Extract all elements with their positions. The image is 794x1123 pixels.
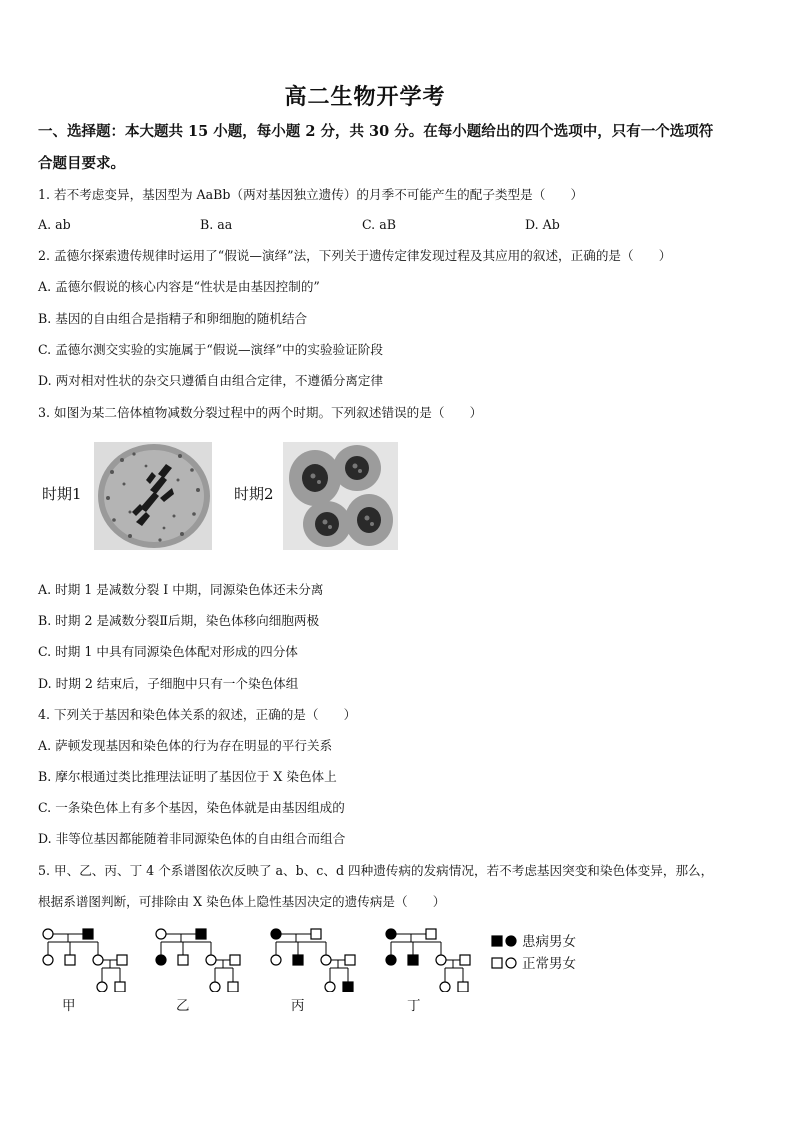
q1-option-c: C. aB [362, 217, 396, 232]
legend-normal-label: 正常男女 [522, 956, 576, 972]
q1-option-a: A. ab [38, 217, 71, 232]
q2-option-b: B. 基因的自由组合是指精子和卵细胞的随机结合 [38, 311, 308, 326]
q3-option-d: D. 时期 2 结束后，子细胞中只有一个染色体组 [38, 676, 299, 691]
question-2-stem: 2. 孟德尔探索遗传规律时运用了“假说—演绎”法，下列关于遗传定律发现过程及其应用的叙述，正确的是（ ） [38, 248, 672, 263]
pedigree-father [311, 929, 321, 939]
pedigree-father [196, 929, 206, 939]
pedigree-grandchild-2 [228, 982, 238, 992]
pedigree-spouse [230, 955, 240, 965]
section-heading-line1: 一、选择题：本大题共 15 小题，每小题 2 分，共 30 分。在每小题给出的四个选项中，只有一个选项符 [38, 123, 714, 140]
q3-option-b: B. 时期 2 是减数分裂Ⅱ后期，染色体移向细胞两极 [38, 613, 320, 628]
pedigree-child-3 [436, 955, 446, 965]
pedigree-mother [156, 929, 166, 939]
q4-option-b: B. 摩尔根通过类比推理法证明了基因位于 X 染色体上 [38, 769, 337, 784]
pedigree-3 [270, 922, 360, 992]
pedigree-spouse [460, 955, 470, 965]
question-3-stem: 3. 如图为某二倍体植物减数分裂过程中的两个时期。下列叙述错误的是（ ） [38, 405, 483, 420]
pedigree-grandchild-1 [210, 982, 220, 992]
section-heading-line2: 合题目要求。 [38, 155, 125, 172]
question-4-stem: 4. 下列关于基因和染色体关系的叙述，正确的是（ ） [38, 707, 357, 722]
legend-normal-female-icon [506, 958, 516, 968]
pedigree-grandchild-2 [458, 982, 468, 992]
q4-option-a: A. 萨顿发现基因和染色体的行为存在明显的平行关系 [38, 738, 333, 753]
q4-option-c: C. 一条染色体上有多个基因，染色体就是由基因组成的 [38, 800, 345, 815]
pedigree-child-1 [386, 955, 396, 965]
question-5-stem-line1: 5. 甲、乙、丙、丁 4 个系谱图依次反映了 a、b、c、d 四种遗传病的发病情况，若不考虑基因突变和染色体变异，那么， [38, 863, 714, 878]
pedigree-spouse [117, 955, 127, 965]
q2-option-a: A. 孟德尔假说的核心内容是“性状是由基因控制的” [38, 279, 320, 294]
q3-option-a: A. 时期 1 是减数分裂 I 中期，同源染色体还未分离 [38, 582, 324, 597]
pedigree-grandchild-2 [343, 982, 353, 992]
question-5-stem-line2: 根据系谱图判断，可排除由 X 染色体上隐性基因决定的遗传病是（ ） [38, 894, 446, 909]
pedigree-child-2 [178, 955, 188, 965]
q3-option-c: C. 时期 1 中具有同源染色体配对形成的四分体 [38, 644, 298, 659]
q1-option-b: B. aa [200, 217, 233, 232]
legend-normal-male-icon [492, 958, 502, 968]
page-title: 高二生物开学考 [284, 84, 446, 110]
meiosis-period-1-micrograph [94, 442, 212, 550]
q4-option-d: D. 非等位基因都能随着非同源染色体的自由组合而组合 [38, 831, 346, 846]
pedigree-label-2: 乙 [176, 998, 190, 1014]
pedigree-grandchild-1 [440, 982, 450, 992]
question-1-stem: 1. 若不考虑变异，基因型为 AaBb（两对基因独立遗传）的月季不可能产生的配子类型是（ ） [38, 187, 584, 202]
pedigree-father [83, 929, 93, 939]
legend-affected-female-icon [506, 936, 516, 946]
q1-option-d: D. Ab [525, 217, 560, 232]
pedigree-4 [385, 922, 475, 992]
legend-affected-male-icon [492, 936, 502, 946]
pedigree-label-4: 丁 [407, 998, 421, 1014]
meiosis-period-2-micrograph [283, 442, 398, 550]
period-1-label: 时期1 [42, 485, 82, 503]
q2-option-c: C. 孟德尔测交实验的实施属于“假说—演绎”中的实验验证阶段 [38, 342, 383, 357]
pedigree-grandchild-2 [115, 982, 125, 992]
pedigree-label-1: 甲 [62, 998, 76, 1014]
pedigree-child-2 [65, 955, 75, 965]
pedigree-mother [43, 929, 53, 939]
q2-option-d: D. 两对相对性状的杂交只遵循自由组合定律，不遵循分离定律 [38, 373, 384, 388]
pedigree-child-1 [271, 955, 281, 965]
pedigree-label-3: 丙 [291, 998, 305, 1014]
pedigree-mother [271, 929, 281, 939]
period-2-label: 时期2 [234, 485, 274, 503]
pedigree-mother [386, 929, 396, 939]
pedigree-child-1 [156, 955, 166, 965]
pedigree-1 [42, 922, 132, 992]
pedigree-child-2 [408, 955, 418, 965]
pedigree-grandchild-1 [325, 982, 335, 992]
pedigree-father [426, 929, 436, 939]
pedigree-child-1 [43, 955, 53, 965]
pedigree-grandchild-1 [97, 982, 107, 992]
pedigree-child-3 [321, 955, 331, 965]
legend-symbols [491, 934, 519, 974]
pedigree-child-2 [293, 955, 303, 965]
pedigree-2 [155, 922, 245, 992]
legend-affected-label: 患病男女 [522, 934, 576, 950]
pedigree-child-3 [206, 955, 216, 965]
pedigree-spouse [345, 955, 355, 965]
pedigree-child-3 [93, 955, 103, 965]
